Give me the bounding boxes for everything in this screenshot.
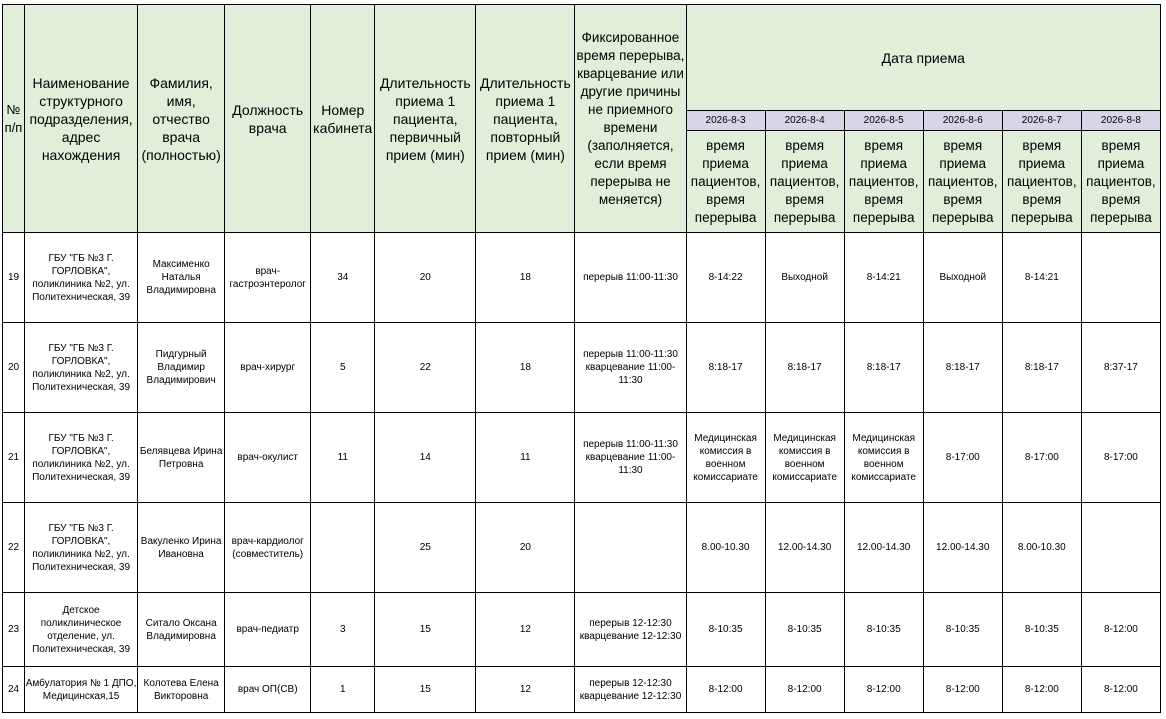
row-repeat: 18 xyxy=(476,323,575,413)
row-slot: 12.00-14.30 xyxy=(765,503,844,593)
header-fio: Фамилия, имя, отчество врача (полностью) xyxy=(138,5,225,233)
row-slot: 8.00-10.30 xyxy=(1002,503,1081,593)
row-break: перерыв 11:00-11:30 xyxy=(575,233,686,323)
row-slot: 8-14:21 xyxy=(844,233,923,323)
row-num: 24 xyxy=(3,667,25,713)
row-slot: 8-10:35 xyxy=(765,593,844,667)
row-slot: 8-12:00 xyxy=(923,667,1002,713)
row-first: 20 xyxy=(375,233,476,323)
row-slot: 8-14:21 xyxy=(1002,233,1081,323)
row-slot: 8-10:35 xyxy=(844,593,923,667)
table-row xyxy=(3,593,1161,667)
row-slot: Медицинская комиссия в военном комиссариате xyxy=(765,413,844,503)
row-slot: 8.00-10.30 xyxy=(686,503,765,593)
row-slot xyxy=(1081,233,1160,323)
row-slot: Медицинская комиссия в военном комиссариате xyxy=(686,413,765,503)
row-slot: 12.00-14.30 xyxy=(923,503,1002,593)
row-slot: 8:18-17 xyxy=(844,323,923,413)
table-row xyxy=(3,233,1161,323)
row-org: Амбулатория № 1 ДПО, Медицинская,15 xyxy=(25,667,138,713)
header-repeat-visit: Длительность приема 1 пациента, повторный прием (мин) xyxy=(476,5,575,233)
row-slot: Выходной xyxy=(923,233,1002,323)
row-slot: 8-12:00 xyxy=(1002,667,1081,713)
row-first: 15 xyxy=(375,593,476,667)
row-position: врач-педиатр xyxy=(225,593,311,667)
table-row xyxy=(3,323,1161,413)
row-num: 23 xyxy=(3,593,25,667)
row-break: перерыв 11:00-11:30 кварцевание 11:00-11:30 xyxy=(575,413,686,503)
row-slot: 8:18-17 xyxy=(1002,323,1081,413)
schedule-table xyxy=(2,4,1161,713)
date-header: 2026-8-8 xyxy=(1081,111,1160,131)
row-repeat: 11 xyxy=(476,413,575,503)
row-slot: 8:18-17 xyxy=(923,323,1002,413)
row-position: врач-окулист xyxy=(225,413,311,503)
row-slot: 8-12:00 xyxy=(686,667,765,713)
row-repeat: 18 xyxy=(476,233,575,323)
row-slot: 8:18-17 xyxy=(765,323,844,413)
header-position: Должность врача xyxy=(225,5,311,233)
row-first: 22 xyxy=(375,323,476,413)
row-slot: 8-10:35 xyxy=(1002,593,1081,667)
row-num: 21 xyxy=(3,413,25,503)
row-fio: Колотева Елена Викторовна xyxy=(138,667,225,713)
row-slot: 8-12:00 xyxy=(1081,667,1160,713)
row-slot: 12.00-14.30 xyxy=(844,503,923,593)
row-slot xyxy=(1081,503,1160,593)
row-slot: Выходной xyxy=(765,233,844,323)
row-repeat: 12 xyxy=(476,593,575,667)
row-slot: 8-17:00 xyxy=(1002,413,1081,503)
slot-header: время приема пациентов, время перерыва xyxy=(1002,131,1081,233)
row-slot: 8-12:00 xyxy=(1081,593,1160,667)
header-num: № п/п xyxy=(3,5,25,233)
row-org: ГБУ "ГБ №3 Г. ГОРЛОВКА", поликлиника №2, ул. Политехническая, 39 xyxy=(25,413,138,503)
row-repeat: 12 xyxy=(476,667,575,713)
row-org: Детское поликлиническое отделение, ул. Политехническая, 39 xyxy=(25,593,138,667)
row-num: 19 xyxy=(3,233,25,323)
row-break xyxy=(575,503,686,593)
date-header: 2026-8-7 xyxy=(1002,111,1081,131)
row-fio: Максименко Наталья Владимировна xyxy=(138,233,225,323)
slot-header: время приема пациентов, время перерыва xyxy=(923,131,1002,233)
slot-header: время приема пациентов, время перерыва xyxy=(765,131,844,233)
row-room xyxy=(311,503,375,593)
slot-header: время приема пациентов, время перерыва xyxy=(1081,131,1160,233)
row-repeat: 20 xyxy=(476,503,575,593)
row-room: 34 xyxy=(311,233,375,323)
header-first-visit: Длительность приема 1 пациента, первичный прием (мин) xyxy=(375,5,476,233)
row-room: 11 xyxy=(311,413,375,503)
date-header: 2026-8-4 xyxy=(765,111,844,131)
date-header: 2026-8-3 xyxy=(686,111,765,131)
row-num: 22 xyxy=(3,503,25,593)
row-position: врач-хирург xyxy=(225,323,311,413)
row-slot: 8-17:00 xyxy=(1081,413,1160,503)
header-break: Фиксированное время перерыва, кварцевание или другие причины не приемного времени (заполняется, если время перерыва не меняется) xyxy=(575,5,686,233)
slot-header: время приема пациентов, время перерыва xyxy=(686,131,765,233)
table-row xyxy=(3,667,1161,713)
header-room: Номер кабинета xyxy=(311,5,375,233)
row-org: ГБУ "ГБ №3 Г. ГОРЛОВКА", поликлиника №2, ул. Политехническая, 39 xyxy=(25,323,138,413)
slot-header: время приема пациентов, время перерыва xyxy=(844,131,923,233)
header-org: Наименование структурного подразделения, адрес нахождения xyxy=(25,5,138,233)
row-org: ГБУ "ГБ №3 Г. ГОРЛОВКА", поликлиника №2, ул. Политехническая, 39 xyxy=(25,233,138,323)
row-position: врач-кардиолог (совместитель) xyxy=(225,503,311,593)
row-slot: 8:37-17 xyxy=(1081,323,1160,413)
row-first: 14 xyxy=(375,413,476,503)
row-slot: 8-12:00 xyxy=(844,667,923,713)
row-room: 1 xyxy=(311,667,375,713)
row-fio: Ситало Оксана Владимировна xyxy=(138,593,225,667)
row-slot: 8-17:00 xyxy=(923,413,1002,503)
row-fio: Пидгурный Владимир Владимирович xyxy=(138,323,225,413)
row-room: 3 xyxy=(311,593,375,667)
row-slot: 8-14:22 xyxy=(686,233,765,323)
date-header: 2026-8-5 xyxy=(844,111,923,131)
row-slot: 8-10:35 xyxy=(923,593,1002,667)
row-first: 25 xyxy=(375,503,476,593)
header-date-group: Дата приема xyxy=(686,5,1160,111)
row-first: 15 xyxy=(375,667,476,713)
row-break: перерыв 12-12:30 кварцевание 12-12:30 xyxy=(575,667,686,713)
table-row xyxy=(3,503,1161,593)
row-slot: 8-10:35 xyxy=(686,593,765,667)
row-room: 5 xyxy=(311,323,375,413)
date-header: 2026-8-6 xyxy=(923,111,1002,131)
row-fio: Белявцева Ирина Петровна xyxy=(138,413,225,503)
row-position: врач ОП(СВ) xyxy=(225,667,311,713)
row-fio: Вакуленко Ирина Ивановна xyxy=(138,503,225,593)
row-position: врач-гастроэнтеролог xyxy=(225,233,311,323)
row-break: перерыв 11:00-11:30 кварцевание 11:00-11:30 xyxy=(575,323,686,413)
table-row xyxy=(3,413,1161,503)
row-slot: 8-12:00 xyxy=(765,667,844,713)
row-num: 20 xyxy=(3,323,25,413)
row-slot: Медицинская комиссия в военном комиссариате xyxy=(844,413,923,503)
row-break: перерыв 12-12:30 кварцевание 12-12:30 xyxy=(575,593,686,667)
row-slot: 8:18-17 xyxy=(686,323,765,413)
row-org: ГБУ "ГБ №3 Г. ГОРЛОВКА", поликлиника №2, ул. Политехническая, 39 xyxy=(25,503,138,593)
